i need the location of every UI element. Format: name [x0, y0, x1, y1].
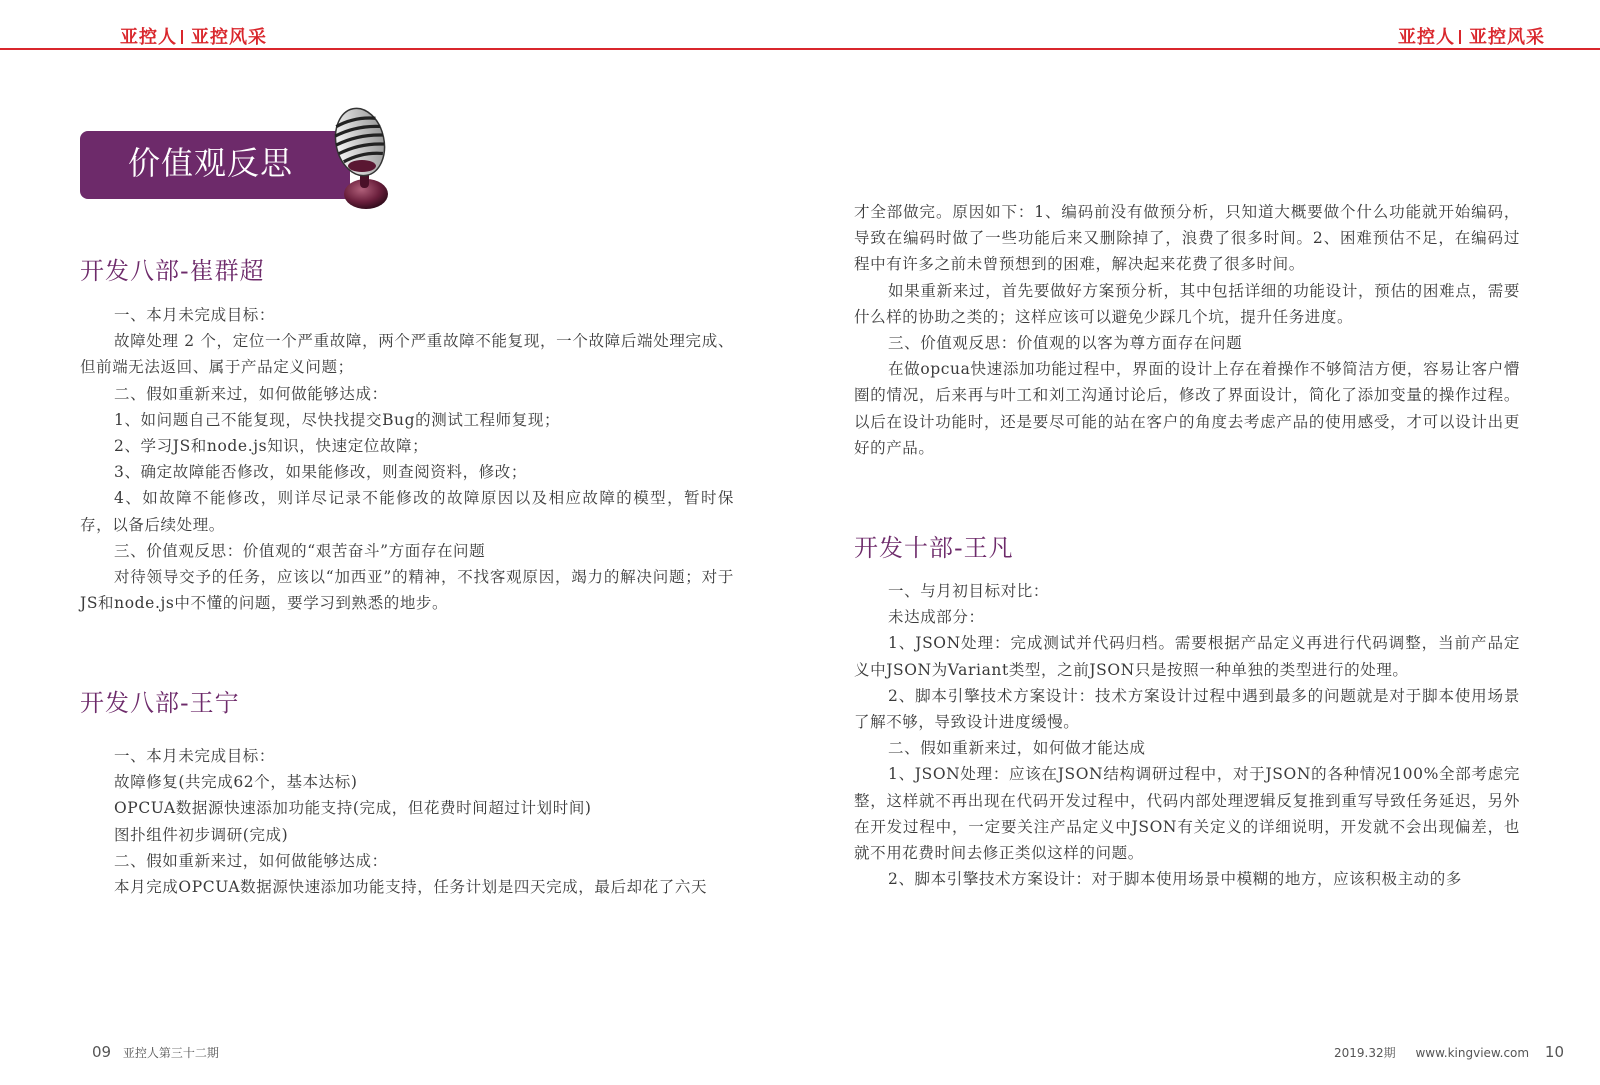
paragraph: 一、本月未完成目标：	[114, 306, 276, 324]
brand-section: 亚控风采	[191, 27, 267, 48]
paragraph: 故障处理 2 个，定位一个严重故障，两个严重故障不能复现，一个故障后端处理完成、但前端无法返回、属于产品定义问题；	[80, 332, 734, 377]
section-heading: 开发十部-王凡	[854, 534, 1014, 562]
paragraph: 才全部做完。原因如下：1、编码前没有做预分析，只知道大概要做个什么功能就开始编码，导致在编码时做了一些功能后来又删除掉了，浪费了很多时间。2、困难预估不足，在编码过程中有许多之前未曾预想到的困难，解决起来花费了很多时间。	[854, 203, 1520, 274]
header-brand-left	[120, 28, 267, 48]
issue-number: 2019.32期	[1334, 1046, 1396, 1060]
website-link[interactable]: www.kingview.com	[1415, 1046, 1530, 1060]
page-number: 10	[1544, 1043, 1565, 1061]
microphone-icon	[320, 104, 400, 216]
paragraph: 在做opcua快速添加功能过程中，界面的设计上存在着操作不够简洁方便，容易让客户懵圈的情况，后来再与叶工和刘工沟通讨论后，修改了界面设计，简化了添加变量的操作过程。以后在设计功能时，还是要尽可能的站在客户的角度去考虑产品的使用感受，才可以设计出更好的产品。	[854, 360, 1520, 457]
paragraph: 一、本月未完成目标：	[114, 747, 276, 765]
issue-label: 亚控人第三十二期	[122, 1046, 219, 1060]
brand-section: 亚控风采	[1469, 27, 1545, 48]
brand-name: 亚控人	[1398, 27, 1455, 48]
banner-title: 价值观反思	[128, 144, 294, 182]
paragraph: 2、脚本引擎技术方案设计：技术方案设计过程中遇到最多的问题就是对于脚本使用场景了解不够，导致设计进度缓慢。	[854, 686, 1520, 732]
paragraph: 二、假如重新来过，如何做能够达成：	[114, 384, 388, 403]
paragraph: 三、价值观反思：价值观的“艰苦奋斗”方面存在问题	[114, 541, 486, 560]
section-body	[80, 743, 734, 900]
page-number: 09	[92, 1043, 112, 1061]
paragraph: 2、脚本引擎技术方案设计：对于脚本使用场景中模糊的地方，应该积极主动的多	[888, 870, 1462, 889]
paragraph: 3、确定故障能否修改，如果能修改，则查阅资料，修改；	[114, 463, 527, 482]
section-body-continued	[854, 199, 1520, 461]
paragraph: 二、假如重新来过，如何做能够达成：	[114, 851, 388, 870]
title-banner	[80, 131, 350, 199]
brand-separator	[181, 30, 183, 44]
paragraph: 二、假如重新来过，如何做才能达成	[888, 739, 1146, 758]
paragraph: 三、价值观反思：价值观的以客为尊方面存在问题	[888, 334, 1243, 353]
paragraph: 1、JSON处理：完成测试并代码归档。需要根据产品定义再进行代码调整，当前产品定义中JSON为Variant类型，之前JSON只是按照一种单独的类型进行的处理。	[854, 634, 1520, 679]
header-rule	[0, 48, 1600, 50]
paragraph: 1、JSON处理：应该在JSON结构调研过程中，对于JSON的各种情况100%全部考虑完整，这样就不再出现在代码开发过程中，代码内部处理逻辑反复推到重写导致任务延迟，另外在开发过程中，一定要关注产品定义中JSON有关定义的详细说明，开发就不会出现偏差，也就不用花费时间去修正类似这样的问题。	[854, 765, 1520, 863]
footer-left	[92, 1043, 219, 1061]
section-heading: 开发八部-崔群超	[80, 257, 265, 285]
paragraph: 对待领导交予的任务，应该以“加西亚”的精神，不找客观原因，竭力的解决问题；对于JS和node.js中不懂的问题，要学习到熟悉的地步。	[80, 568, 734, 613]
section-body	[854, 578, 1520, 892]
paragraph: 1、如问题自己不能复现，尽快找提交Bug的测试工程师复现；	[114, 410, 561, 429]
paragraph: 2、学习JS和node.js知识，快速定位故障；	[114, 437, 429, 456]
paragraph: OPCUA数据源快速添加功能支持(完成，但花费时间超过计划时间)	[114, 799, 592, 818]
paragraph: 4、如故障不能修改，则详尽记录不能修改的故障原因以及相应故障的模型，暂时保存，以备后续处理。	[80, 489, 734, 534]
paragraph: 一、与月初目标对比：	[888, 582, 1050, 600]
footer-right	[1334, 1043, 1564, 1061]
section-body	[80, 302, 734, 616]
brand-separator	[1459, 30, 1461, 44]
brand-name: 亚控人	[120, 27, 177, 48]
paragraph: 本月完成OPCUA数据源快速添加功能支持，任务计划是四天完成，最后却花了六天	[114, 878, 708, 897]
paragraph: 未达成部分：	[888, 608, 985, 627]
paragraph: 故障修复(共完成62个，基本达标)	[114, 773, 358, 792]
paragraph: 图扑组件初步调研(完成)	[114, 825, 289, 844]
header-brand-right	[1398, 28, 1545, 48]
section-heading: 开发八部-王宁	[80, 689, 240, 717]
paragraph: 如果重新来过，首先要做好方案预分析，其中包括详细的功能设计，预估的困难点，需要什么样的协助之类的；这样应该可以避免少踩几个坑，提升任务进度。	[854, 281, 1520, 326]
